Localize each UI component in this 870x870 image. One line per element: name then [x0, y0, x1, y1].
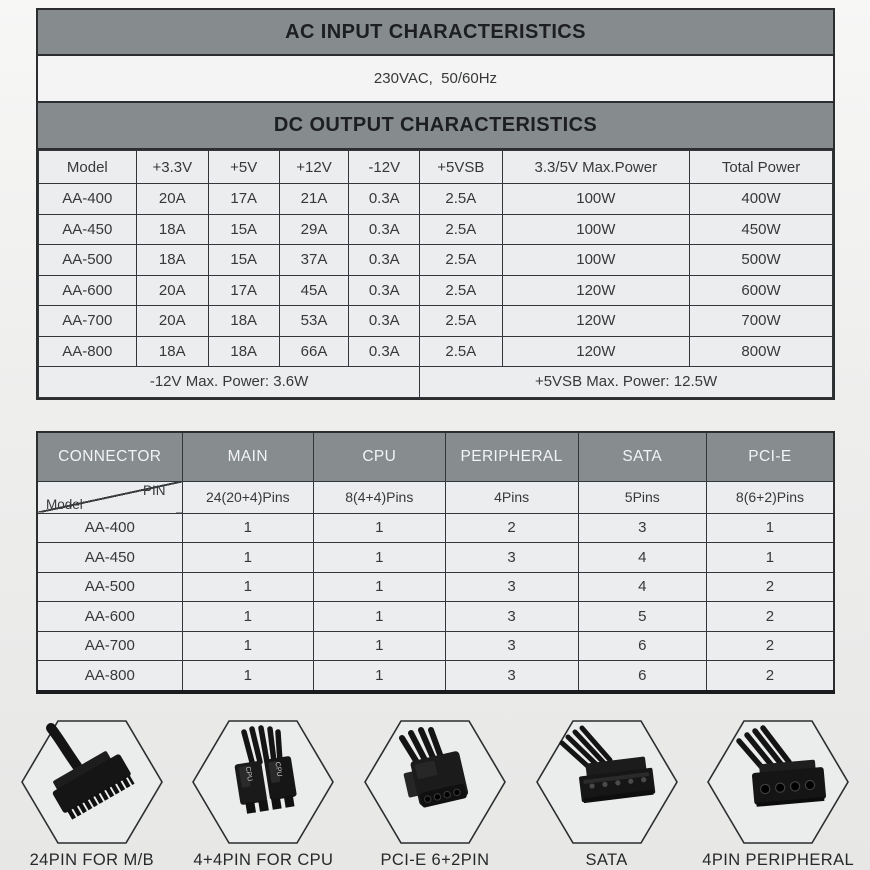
connector-spec-block — [36, 431, 835, 694]
dc-table-row — [39, 275, 833, 306]
model-cell: AA-400 — [39, 184, 137, 215]
connector-count-cell: 3 — [445, 543, 578, 573]
model-cell: AA-600 — [39, 275, 137, 306]
rating-cell: 0.3A — [349, 306, 420, 337]
model-cell: AA-600 — [37, 602, 182, 632]
rating-cell: 100W — [502, 214, 689, 245]
connector-label: 4+4PIN FOR CPU — [193, 851, 334, 869]
connector-count-cell: 1 — [314, 631, 446, 661]
connector-header-row — [37, 432, 834, 482]
connector-count-cell: 6 — [578, 631, 706, 661]
rating-cell: 700W — [690, 306, 833, 337]
dc-column-header: 3.3/5V Max.Power — [502, 151, 689, 184]
dc-footer-row — [39, 367, 833, 398]
spec-tables — [36, 8, 835, 694]
molex-4pin-icon — [703, 716, 853, 848]
rating-cell: 0.3A — [349, 184, 420, 215]
connector-count-cell: 3 — [578, 513, 706, 543]
rating-cell: 0.3A — [349, 245, 420, 276]
ac-input-header: AC INPUT CHARACTERISTICS — [38, 10, 833, 56]
model-cell: AA-700 — [37, 631, 182, 661]
connector-column-header: SATA — [578, 432, 706, 482]
dc-output-table — [38, 150, 833, 398]
connector-label: PCI-E 6+2PIN — [380, 851, 490, 869]
model-cell: AA-450 — [37, 543, 182, 573]
connector-count-cell: 1 — [182, 543, 314, 573]
rating-cell: 29A — [279, 214, 349, 245]
rating-cell: 20A — [136, 275, 208, 306]
rating-cell: 2.5A — [420, 214, 503, 245]
dc-table-row — [39, 306, 833, 337]
rating-cell: 17A — [208, 184, 279, 215]
model-cell: AA-500 — [39, 245, 137, 276]
dc-table-row — [39, 214, 833, 245]
connector-count-cell: 1 — [182, 513, 314, 543]
pin-count-row — [37, 481, 834, 513]
connector-figure — [351, 716, 519, 870]
pcie-6plus2pin-icon — [360, 716, 510, 848]
dc-column-header: -12V — [349, 151, 420, 184]
rating-cell: 18A — [136, 245, 208, 276]
electrical-spec-block — [36, 8, 835, 400]
rating-cell: 0.3A — [349, 275, 420, 306]
rating-cell: 18A — [136, 214, 208, 245]
cpu-4plus4pin-icon — [188, 716, 338, 848]
connector-figure — [179, 716, 347, 870]
connector-column-header: CONNECTOR — [37, 432, 182, 482]
connector-count-cell: 1 — [182, 602, 314, 632]
model-cell: AA-800 — [37, 661, 182, 692]
pin-corner-label: PIN — [143, 482, 166, 498]
connector-column-header: PERIPHERAL — [445, 432, 578, 482]
connector-count-cell: 1 — [314, 513, 446, 543]
rating-cell: 0.3A — [349, 214, 420, 245]
model-cell: AA-450 — [39, 214, 137, 245]
dc-column-header: Total Power — [690, 151, 833, 184]
rating-cell: 100W — [502, 245, 689, 276]
rating-cell: 400W — [690, 184, 833, 215]
model-cell: AA-700 — [39, 306, 137, 337]
rating-cell: 2.5A — [420, 184, 503, 215]
connector-count-cell: 1 — [706, 513, 834, 543]
rating-cell: 120W — [502, 275, 689, 306]
model-cell: AA-400 — [37, 513, 182, 543]
rating-cell: 18A — [208, 336, 279, 367]
rating-cell: 500W — [690, 245, 833, 276]
connector-table-row — [37, 513, 834, 543]
atx-24pin-icon — [17, 716, 167, 848]
dc-column-header: +12V — [279, 151, 349, 184]
model-cell: AA-800 — [39, 336, 137, 367]
connector-figure — [8, 716, 176, 870]
connector-count-cell: 1 — [314, 661, 446, 692]
connector-column-header: CPU — [314, 432, 446, 482]
connector-count-cell: 1 — [182, 631, 314, 661]
dc-table-row — [39, 184, 833, 215]
connector-count-cell: 1 — [182, 661, 314, 692]
connector-figure — [523, 716, 691, 870]
connector-count-cell: 2 — [706, 631, 834, 661]
connector-column-header: MAIN — [182, 432, 314, 482]
rating-cell: 2.5A — [420, 306, 503, 337]
pin-count-cell: 24(20+4)Pins — [182, 481, 314, 513]
pin-count-cell: 5Pins — [578, 481, 706, 513]
pin-model-corner-cell — [37, 481, 182, 513]
connector-table-row — [37, 543, 834, 573]
connector-label: 24PIN FOR M/B — [29, 851, 154, 869]
rating-cell: 15A — [208, 245, 279, 276]
dc-column-header: Model — [39, 151, 137, 184]
sata-power-icon — [532, 716, 682, 848]
connector-count-cell: 1 — [182, 572, 314, 602]
connector-count-cell: 2 — [706, 572, 834, 602]
connector-count-cell: 2 — [706, 602, 834, 632]
rating-cell: 20A — [136, 184, 208, 215]
connector-count-cell: 1 — [314, 572, 446, 602]
model-corner-label: Model — [46, 496, 83, 512]
rating-cell: 120W — [502, 336, 689, 367]
rating-cell: 600W — [690, 275, 833, 306]
connector-table-row — [37, 631, 834, 661]
connector-figure — [694, 716, 862, 870]
pin-count-cell: 4Pins — [445, 481, 578, 513]
connector-count-cell: 2 — [706, 661, 834, 692]
rating-cell: 17A — [208, 275, 279, 306]
pin-count-cell: 8(6+2)Pins — [706, 481, 834, 513]
connector-count-cell: 1 — [706, 543, 834, 573]
connector-table — [36, 431, 835, 694]
rating-cell: 37A — [279, 245, 349, 276]
rating-cell: 18A — [208, 306, 279, 337]
connector-count-cell: 1 — [314, 602, 446, 632]
connector-count-cell: 3 — [445, 602, 578, 632]
rating-cell: 120W — [502, 306, 689, 337]
rating-cell: 2.5A — [420, 336, 503, 367]
connector-count-cell: 2 — [445, 513, 578, 543]
max-power-note: -12V Max. Power: 3.6W — [39, 367, 420, 398]
connector-count-cell: 3 — [445, 631, 578, 661]
connector-gallery — [0, 710, 870, 870]
connector-table-row — [37, 661, 834, 692]
rating-cell: 2.5A — [420, 245, 503, 276]
rating-cell: 66A — [279, 336, 349, 367]
svg-text:CPU: CPU — [273, 761, 284, 778]
dc-column-header: +3.3V — [136, 151, 208, 184]
dc-table-row — [39, 245, 833, 276]
connector-count-cell: 1 — [314, 543, 446, 573]
rating-cell: 0.3A — [349, 336, 420, 367]
rating-cell: 18A — [136, 336, 208, 367]
rating-cell: 100W — [502, 184, 689, 215]
svg-text:CPU: CPU — [244, 766, 254, 782]
rating-cell: 21A — [279, 184, 349, 215]
rating-cell: 15A — [208, 214, 279, 245]
dc-output-header: DC OUTPUT CHARACTERISTICS — [38, 103, 833, 150]
rating-cell: 20A — [136, 306, 208, 337]
max-power-note: +5VSB Max. Power: 12.5W — [420, 367, 833, 398]
connector-label: 4PIN PERIPHERAL — [702, 851, 855, 869]
dc-table-row — [39, 336, 833, 367]
rating-cell: 800W — [690, 336, 833, 367]
connector-count-cell: 5 — [578, 602, 706, 632]
dc-column-header: +5V — [208, 151, 279, 184]
connector-count-cell: 3 — [445, 572, 578, 602]
connector-count-cell: 4 — [578, 572, 706, 602]
dc-header-row — [39, 151, 833, 184]
rating-cell: 450W — [690, 214, 833, 245]
connector-count-cell: 4 — [578, 543, 706, 573]
rating-cell: 45A — [279, 275, 349, 306]
connector-table-row — [37, 602, 834, 632]
rating-cell: 2.5A — [420, 275, 503, 306]
connector-count-cell: 6 — [578, 661, 706, 692]
connector-column-header: PCI-E — [706, 432, 834, 482]
connector-count-cell: 3 — [445, 661, 578, 692]
pin-count-cell: 8(4+4)Pins — [314, 481, 446, 513]
dc-column-header: +5VSB — [420, 151, 503, 184]
connector-table-row — [37, 572, 834, 602]
connector-label: SATA — [585, 851, 628, 869]
rating-cell: 53A — [279, 306, 349, 337]
ac-input-value: 230VAC, 50/60Hz — [38, 56, 833, 103]
model-cell: AA-500 — [37, 572, 182, 602]
